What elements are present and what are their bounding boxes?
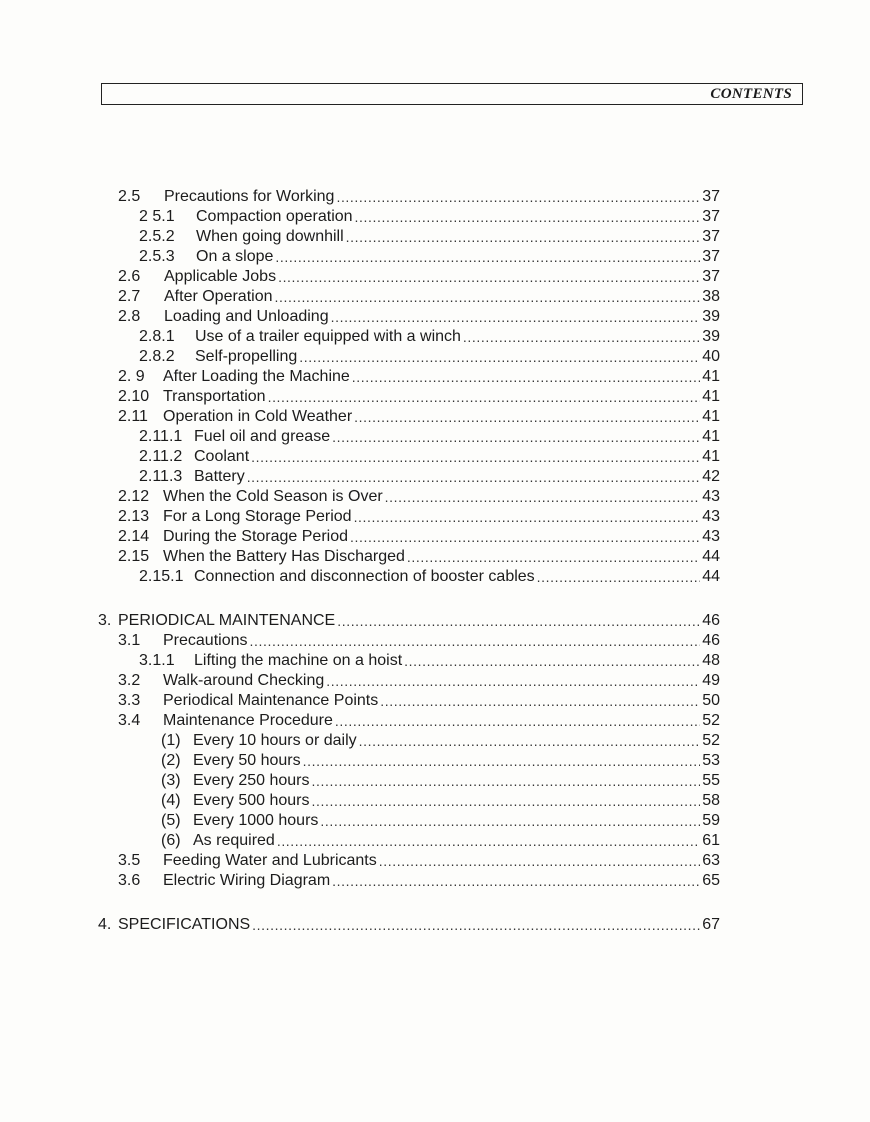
toc-number: 2 5.1 bbox=[139, 208, 175, 225]
toc-leader bbox=[354, 409, 700, 423]
header-frame bbox=[101, 83, 803, 105]
toc-page: 37 bbox=[702, 188, 720, 205]
toc-number: (2) bbox=[161, 752, 181, 769]
toc-leader bbox=[312, 773, 700, 787]
toc-title: Battery bbox=[194, 468, 245, 485]
toc-number: 2.5.2 bbox=[139, 228, 175, 245]
toc-leader bbox=[250, 633, 701, 647]
toc-page: 49 bbox=[702, 672, 720, 689]
toc-leader bbox=[331, 309, 700, 323]
toc-title: Coolant bbox=[194, 448, 250, 465]
toc-entry[interactable] bbox=[139, 327, 720, 347]
toc-entry[interactable] bbox=[161, 751, 720, 771]
toc-leader bbox=[463, 329, 700, 343]
toc-entry[interactable] bbox=[118, 631, 720, 651]
toc-title: Every 50 hours bbox=[193, 752, 301, 769]
toc-page: 37 bbox=[702, 268, 720, 285]
toc-title: Use of a trailer equipped with a winch bbox=[195, 328, 461, 345]
toc-page: 38 bbox=[702, 288, 720, 305]
toc-leader bbox=[380, 693, 700, 707]
toc-number: 2.6 bbox=[118, 268, 141, 285]
toc-page: 37 bbox=[702, 228, 720, 245]
toc-entry[interactable] bbox=[118, 287, 720, 307]
toc-entry[interactable] bbox=[118, 871, 720, 891]
toc-leader bbox=[312, 793, 700, 807]
toc-entry[interactable] bbox=[139, 347, 720, 367]
toc-title: For a Long Storage Period bbox=[163, 508, 352, 525]
toc-number: 2.13 bbox=[118, 508, 150, 525]
toc-number: 3.1 bbox=[118, 632, 141, 649]
toc-number: 2.5 bbox=[118, 188, 141, 205]
toc-title: Operation in Cold Weather bbox=[163, 408, 353, 425]
toc-page: 39 bbox=[702, 308, 720, 325]
toc-entry[interactable] bbox=[118, 307, 720, 327]
toc-title: After Loading the Machine bbox=[163, 368, 350, 385]
toc-leader bbox=[407, 549, 700, 563]
toc-entry[interactable] bbox=[118, 711, 720, 731]
toc-page: 53 bbox=[702, 752, 720, 769]
toc-title: Lifting the machine on a hoist bbox=[194, 652, 403, 669]
toc-title: Every 500 hours bbox=[193, 792, 310, 809]
toc-page: 41 bbox=[702, 428, 720, 445]
toc-leader bbox=[277, 833, 700, 847]
toc-title: On a slope bbox=[196, 248, 274, 265]
toc-title: Periodical Maintenance Points bbox=[163, 692, 379, 709]
toc-entry[interactable] bbox=[161, 811, 720, 831]
toc-number: 2.14 bbox=[118, 528, 150, 545]
toc-title: Connection and disconnection of booster cables bbox=[194, 568, 535, 585]
toc-leader bbox=[278, 269, 700, 283]
toc-title: As required bbox=[193, 832, 275, 849]
toc-page: 61 bbox=[702, 832, 720, 849]
toc-number: 4. bbox=[98, 916, 112, 933]
toc-page: 39 bbox=[702, 328, 720, 345]
toc-leader bbox=[268, 389, 700, 403]
toc-number: 2.10 bbox=[118, 388, 150, 405]
toc-leader bbox=[275, 249, 700, 263]
toc-number: (1) bbox=[161, 732, 181, 749]
toc-page: 44 bbox=[702, 548, 720, 565]
toc-number: 3.5 bbox=[118, 852, 141, 869]
page-title: CONTENTS bbox=[710, 86, 792, 102]
toc-title: Compaction operation bbox=[196, 208, 353, 225]
toc-entry[interactable] bbox=[118, 851, 720, 871]
toc-page: 43 bbox=[702, 508, 720, 525]
toc-page: 59 bbox=[702, 812, 720, 829]
toc-title: During the Storage Period bbox=[163, 528, 348, 545]
toc-number: 2.7 bbox=[118, 288, 141, 305]
toc-title: Maintenance Procedure bbox=[163, 712, 333, 729]
toc-page: 48 bbox=[702, 652, 720, 669]
toc-page: 55 bbox=[702, 772, 720, 789]
toc-title: PERIODICAL MAINTENANCE bbox=[118, 612, 336, 629]
toc-leader bbox=[247, 469, 700, 483]
toc-entry[interactable] bbox=[118, 547, 720, 567]
toc-entry[interactable] bbox=[139, 427, 720, 447]
toc-page: 58 bbox=[702, 792, 720, 809]
toc-leader bbox=[354, 509, 700, 523]
toc-leader bbox=[275, 289, 701, 303]
toc-page: 65 bbox=[702, 872, 720, 889]
toc-entry[interactable] bbox=[161, 731, 720, 751]
toc-number: 2.15 bbox=[118, 548, 150, 565]
toc-number: 2.11.2 bbox=[139, 448, 183, 465]
toc-title: SPECIFICATIONS bbox=[118, 916, 251, 933]
toc-number: 3.3 bbox=[118, 692, 141, 709]
toc-number: (3) bbox=[161, 772, 181, 789]
toc-number: 2.12 bbox=[118, 488, 150, 505]
toc-leader bbox=[385, 489, 700, 503]
toc-number: 2.5.3 bbox=[139, 248, 175, 265]
toc-page: 67 bbox=[702, 916, 720, 933]
toc-leader bbox=[352, 369, 700, 383]
toc-leader bbox=[355, 209, 700, 223]
toc-leader bbox=[252, 917, 700, 931]
toc-title: Every 250 hours bbox=[193, 772, 310, 789]
toc-number: (6) bbox=[161, 832, 181, 849]
toc-leader bbox=[336, 189, 700, 203]
toc-entry[interactable] bbox=[139, 247, 720, 267]
toc-leader bbox=[332, 873, 700, 887]
toc-entry[interactable] bbox=[118, 671, 720, 691]
toc-title: Applicable Jobs bbox=[164, 268, 277, 285]
toc-title: Fuel oil and grease bbox=[194, 428, 331, 445]
toc-entry[interactable] bbox=[118, 691, 720, 711]
toc-number: 3.1.1 bbox=[139, 652, 175, 669]
toc-page: 52 bbox=[702, 712, 720, 729]
toc-section-entry[interactable] bbox=[98, 611, 720, 631]
toc-entry[interactable] bbox=[139, 567, 720, 587]
toc-page: 37 bbox=[702, 208, 720, 225]
toc-entry[interactable] bbox=[139, 651, 720, 671]
toc-leader bbox=[350, 529, 700, 543]
toc-number: 3.2 bbox=[118, 672, 141, 689]
toc-entry[interactable] bbox=[139, 207, 720, 227]
toc-leader bbox=[332, 429, 700, 443]
toc-entry[interactable] bbox=[118, 267, 720, 287]
toc-leader bbox=[335, 713, 700, 727]
toc-title: After Operation bbox=[164, 288, 273, 305]
toc-section-entry[interactable] bbox=[98, 915, 720, 935]
toc-number: 2.11.3 bbox=[139, 468, 183, 485]
toc-entry[interactable] bbox=[118, 367, 720, 387]
toc-entry[interactable] bbox=[139, 447, 720, 467]
toc-page: 41 bbox=[702, 408, 720, 425]
toc-number: 2.11 bbox=[118, 408, 148, 425]
toc-entry[interactable] bbox=[161, 771, 720, 791]
toc-leader bbox=[337, 613, 700, 627]
toc-number: 2. 9 bbox=[118, 368, 145, 385]
toc-entry[interactable] bbox=[161, 831, 720, 851]
toc-leader bbox=[303, 753, 700, 767]
toc-page: 46 bbox=[702, 632, 720, 649]
toc-page: 41 bbox=[702, 368, 720, 385]
toc-entry[interactable] bbox=[118, 507, 720, 527]
toc-number: 2.11.1 bbox=[139, 428, 183, 445]
toc-leader bbox=[299, 349, 700, 363]
toc-leader bbox=[320, 813, 700, 827]
toc-page: 41 bbox=[702, 388, 720, 405]
toc-page: 52 bbox=[702, 732, 720, 749]
toc-title: Every 10 hours or daily bbox=[193, 732, 357, 749]
toc-entry[interactable] bbox=[161, 791, 720, 811]
toc-entry[interactable] bbox=[139, 227, 720, 247]
toc-page: 41 bbox=[702, 448, 720, 465]
toc-page: 44 bbox=[702, 568, 720, 585]
toc-title: Walk-around Checking bbox=[163, 672, 325, 689]
toc-number: 2.8.1 bbox=[139, 328, 175, 345]
toc-page: 46 bbox=[702, 612, 720, 629]
toc-entry[interactable] bbox=[118, 527, 720, 547]
toc-title: When the Battery Has Discharged bbox=[163, 548, 405, 565]
toc-page: 43 bbox=[702, 528, 720, 545]
toc-number: 3. bbox=[98, 612, 112, 629]
toc-number: (5) bbox=[161, 812, 181, 829]
toc-leader bbox=[379, 853, 700, 867]
toc-number: 2.8.2 bbox=[139, 348, 175, 365]
toc-title: Electric Wiring Diagram bbox=[163, 872, 331, 889]
toc-number: 2.15.1 bbox=[139, 568, 184, 585]
toc-title: Precautions for Working bbox=[164, 188, 335, 205]
toc-entry[interactable] bbox=[118, 187, 720, 207]
toc-page: 42 bbox=[702, 468, 720, 485]
toc-entry[interactable] bbox=[118, 407, 720, 427]
toc-leader bbox=[346, 229, 700, 243]
toc-number: (4) bbox=[161, 792, 181, 809]
toc-title: Precautions bbox=[163, 632, 248, 649]
toc-entry[interactable] bbox=[118, 487, 720, 507]
toc-number: 3.4 bbox=[118, 712, 141, 729]
toc-leader bbox=[359, 733, 700, 747]
toc-title: When going downhill bbox=[196, 228, 344, 245]
toc-leader bbox=[251, 449, 700, 463]
toc-title: Every 1000 hours bbox=[193, 812, 319, 829]
toc-number: 2.8 bbox=[118, 308, 141, 325]
toc-title: Loading and Unloading bbox=[164, 308, 329, 325]
toc-page: 37 bbox=[702, 248, 720, 265]
toc-title: When the Cold Season is Over bbox=[163, 488, 383, 505]
toc-page: 63 bbox=[702, 852, 720, 869]
toc-leader bbox=[326, 673, 700, 687]
toc-leader bbox=[537, 569, 700, 583]
toc-title: Self-propelling bbox=[195, 348, 298, 365]
toc-page: 50 bbox=[702, 692, 720, 709]
toc-title: Transportation bbox=[163, 388, 266, 405]
toc-title: Feeding Water and Lubricants bbox=[163, 852, 377, 869]
toc-page: 40 bbox=[702, 348, 720, 365]
toc-number: 3.6 bbox=[118, 872, 141, 889]
toc-entry[interactable] bbox=[139, 467, 720, 487]
toc-leader bbox=[404, 653, 700, 667]
toc-page: 43 bbox=[702, 488, 720, 505]
toc-entry[interactable] bbox=[118, 387, 720, 407]
